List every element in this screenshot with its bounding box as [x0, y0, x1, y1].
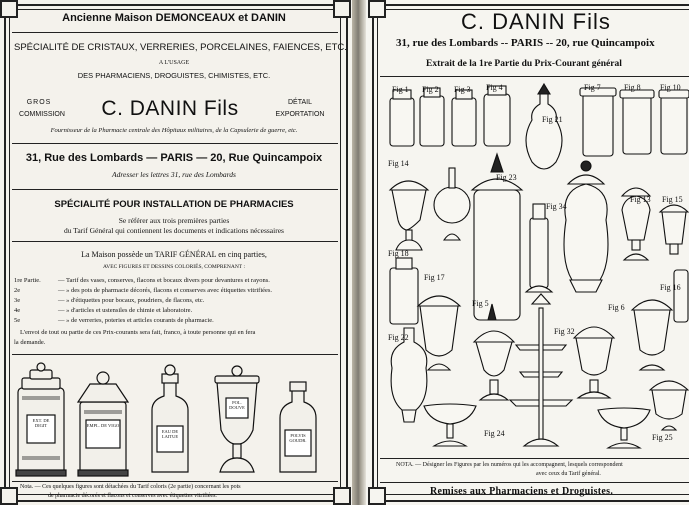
figure-label: Fig 5 — [472, 299, 489, 308]
figure-label: Fig 18 — [388, 249, 409, 258]
rule — [12, 143, 338, 144]
side-label-commission: COMMISSION — [19, 111, 65, 118]
figure-label: Fig 34 — [546, 202, 567, 211]
figure-label: Fig 10 — [660, 83, 681, 92]
figure-label: Fig 24 — [484, 429, 505, 438]
figure-label: Fig 2 — [422, 85, 439, 94]
usage-line: A L'USAGE — [158, 60, 190, 66]
figure-label: Fig 4 — [486, 83, 503, 92]
header-rule — [12, 32, 338, 33]
clients-line: DES PHARMACIENS, DROGUISTES, CHIMISTES, ETC. — [77, 71, 271, 80]
figure-label: Fig 8 — [624, 83, 641, 92]
rule — [380, 458, 689, 459]
figure-label: Fig 22 — [388, 333, 409, 342]
figure-label: Fig 7 — [584, 83, 601, 92]
corner-ornament — [333, 487, 351, 505]
refer-line-1: Se référer aux trois premières parties — [118, 216, 230, 225]
figure-label: Fig 32 — [554, 327, 575, 336]
figure-label: Fig 25 — [652, 433, 673, 442]
side-label-detail: DÉTAIL — [288, 99, 312, 106]
right-nota-line-1: NOTA. — Désigner les Figures par les numéros qui les accompagnent, lesquels correspondent — [396, 462, 623, 468]
part-text: — » des pots de pharmacie décorés, flacons et conserves avec étiquettes vitrifiées. — [58, 287, 273, 294]
figure-label: Fig 13 — [630, 195, 651, 204]
jar-label: EXT. DE DIGIT — [32, 418, 50, 429]
figure-label: Fig 1 — [392, 85, 409, 94]
part-num: 4e — [14, 307, 21, 314]
rule — [380, 76, 689, 77]
left-header: Ancienne Maison DEMONCEAUX et DANIN — [62, 12, 286, 24]
rule — [380, 482, 689, 483]
rule — [12, 481, 338, 482]
address-letters: Adresser les lettres 31, rue des Lombards — [112, 170, 236, 179]
book-gutter — [352, 0, 366, 505]
rule — [12, 241, 338, 242]
figure-label: Fig 15 — [662, 195, 683, 204]
envoi-line-2: la demande. — [14, 339, 46, 346]
right-address: 31, rue des Lombards -- PARIS -- 20, rue Quincampoix — [396, 37, 655, 49]
side-label-gros: GROS — [26, 99, 52, 106]
rule — [12, 354, 338, 355]
side-label-export: EXPORTATION — [275, 111, 325, 118]
left-nota-line-2: de pharmacie décorés et flacons et conserves avec étiquettes vitrifiées. — [48, 493, 217, 499]
firm-name: C. DANIN Fils — [101, 97, 239, 120]
part-text: — » de verreries, poteries et articles courants de pharmacie. — [58, 317, 214, 324]
part-text: — » d'étiquettes pour bocaux, poudriers, de flacons, etc. — [58, 297, 205, 304]
jar-label: EAU DE LAITUE — [161, 429, 179, 440]
pharmacy-jars-illustration — [12, 360, 340, 478]
specialty-line: SPÉCIALITÉ DE CRISTAUX, VERRERIES, PORCELAINES, FAIENCES, ETC. — [14, 42, 347, 53]
supplier-line: Fournisseur de la Pharmacie centrale des Hôpitaux militaires, de la Capsulerie de guerre, etc. — [50, 127, 298, 134]
corner-ornament — [368, 487, 386, 505]
envoi-line-1: L'envoi de tout ou partie de ces Prix-courants sera fait, franco, à toute personne qui en fera — [20, 329, 256, 336]
part-num: 2e — [14, 287, 21, 294]
figure-label: Fig 6 — [608, 303, 625, 312]
part-text: — » d'articles et ustensiles de chimie et laboratoire. — [58, 307, 193, 314]
jar-label: POLVIS GOUDR. — [289, 433, 307, 444]
extract-line: Extrait de la 1re Partie du Prix-Courant général — [426, 59, 622, 69]
figure-label: Fig 14 — [388, 159, 409, 168]
glassware-catalog-illustration — [380, 80, 689, 456]
figure-label: Fig 21 — [542, 115, 563, 124]
part-num: 5e — [14, 317, 21, 324]
corner-ornament — [0, 487, 18, 505]
refer-line-2: du Tarif Général qui contiennent les documents et indications nécessaires — [64, 226, 284, 235]
figure-label: Fig 17 — [424, 273, 445, 282]
jar-label: EMPL. DE VIGO — [86, 423, 120, 428]
install-title: SPÉCIALITÉ POUR INSTALLATION DE PHARMACIES — [54, 199, 294, 210]
tarif-line: La Maison possède un TARIF GÉNÉRAL en cinq parties, — [81, 250, 267, 259]
right-firm-name: C. DANIN Fils — [461, 9, 611, 34]
part-num: 1re Partie. — [14, 277, 41, 284]
left-nota-line-1: Nota. — Ces quelques figures sont détachées du Tarif coloris (2e partie) concernant les pots — [20, 484, 241, 490]
corner-ornament — [333, 0, 351, 18]
jar-label: POL. DOUVE — [229, 400, 245, 411]
right-footer: Remises aux Pharmaciens et Droguistes. — [430, 486, 614, 497]
part-num: 3e — [14, 297, 21, 304]
address-line: 31, Rue des Lombards — PARIS — 20, Rue Quincampoix — [25, 152, 323, 164]
figure-label: Fig 23 — [496, 173, 517, 182]
tarif-sub: AVEC FIGURES ET DESSINS COLORIÉS, COMPRENANT : — [103, 264, 245, 270]
right-page — [366, 0, 689, 505]
rule — [12, 189, 338, 190]
figure-label: Fig 3 — [454, 85, 471, 94]
figure-label: Fig 16 — [660, 283, 681, 292]
right-nota-line-2: avec ceux du Tarif général. — [536, 471, 601, 477]
corner-ornament — [368, 0, 386, 18]
part-text: — Tarif des vases, conserves, flacons et bocaux divers pour devantures et rayons. — [58, 277, 270, 284]
